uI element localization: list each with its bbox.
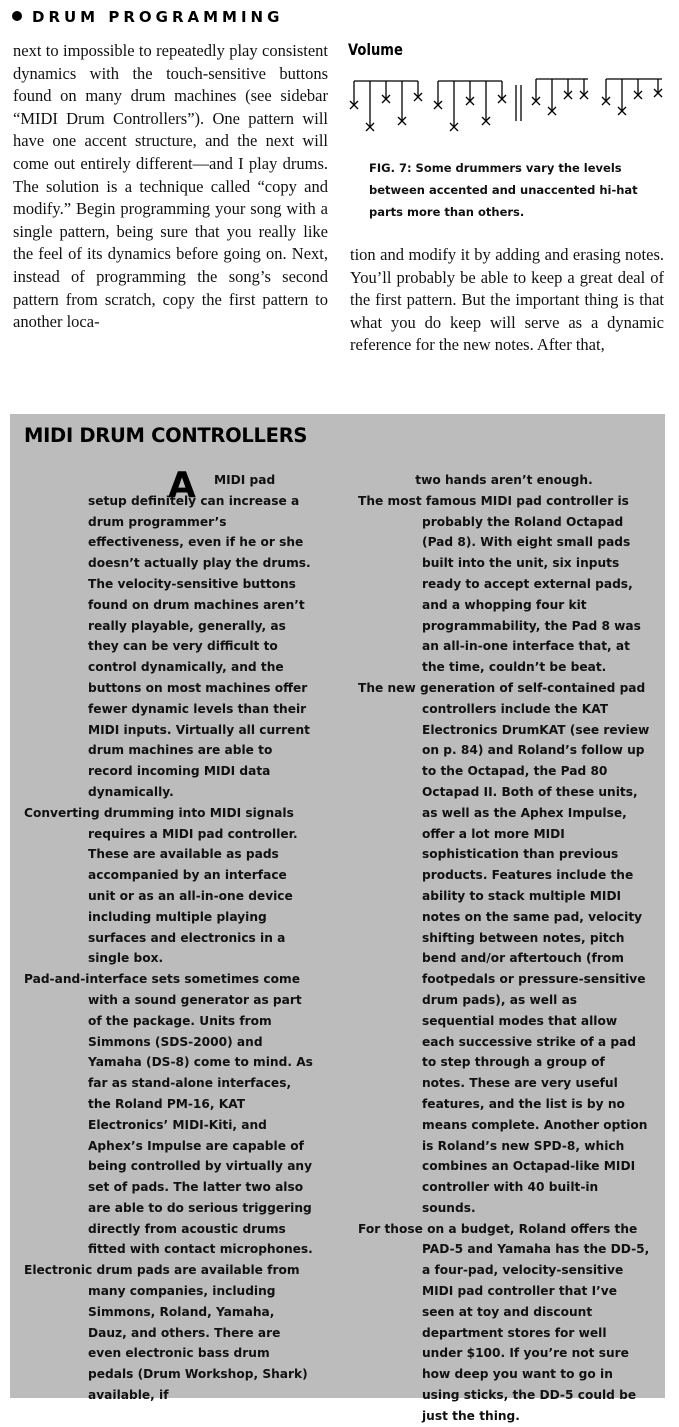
sidebar-paragraph: Pad-and-interface sets sometimes come with a sound generator as part of the package. Units from Simmons (SDS-2000) and Yamaha (DS-8) come to mind. As far as stand-alone interfaces, the Roland PM-16, KAT Electronics’ MIDI-Kiti, and Aphex’s Impulse are capable of being controlled by virtually any set of pads. The latter two also are able to do serious triggering directly from acoustic drums fitted with contact microphones. (24, 972, 313, 1257)
sidebar-paragraph: Electronic drum pads are available from many companies, including Simmons, Roland, Yamaha, Dauz, and others. There are even electronic bass drum pedals (Drum Workshop, Shark) available, if (24, 1263, 308, 1403)
figure-caption: FIG. 7: Some drummers vary the levels between accented and unaccented hi-hat parts more than others. (369, 161, 638, 219)
article-right-column (350, 244, 664, 357)
sidebar-paragraph: MIDI pad setup definitely can increase a drum programmer’s effectiveness, even if he or she doesn’t actually play the drums. The velocity-sensitive buttons found on drum machines aren’t really playable, generally, as they can be very difficult to control dynamically, and the buttons on most machines offer fewer dynamic levels than their MIDI inputs. Virtually all current drum machines are able to record incoming MIDI data dynamically. (88, 473, 311, 799)
sidebar-box (10, 414, 665, 1423)
sidebar-continuation: two hands aren’t enough. (415, 473, 593, 487)
sidebar-title: MIDI DRUM CONTROLLERS (24, 424, 308, 447)
hihat-notation-graphic (348, 71, 668, 135)
sidebar-paragraph: The new generation of self-contained pad controllers include the KAT Electronics DrumKAT (see review on p. 84) and Roland’s follow up to the Octapad, the Pad 80 Octapad II. Both of these units, as well as the Aphex Impulse, offer a lot more MIDI sophistication than previous products. Features include the ability to stack multiple MIDI notes on the same pad, velocity shifting between notes, pitch bend and/or aftertouch (from footpedals or pressure-sensitive drum pads), as well as sequential modes that allow each successive strike of a pad to step through a group of notes. These are very useful features, and the list is by no means complete. Another option is Roland’s new SPD-8, which combines an Octapad-like MIDI controller with 40 built-in sounds. (358, 680, 650, 1215)
article-text-right: tion and modify it by adding and erasing notes. You’ll probably be able to keep a great deal of the first pattern. But the important thing is that what you do keep will serve as a dynamic reference for the new notes. After that, (350, 245, 664, 355)
drop-cap: A (168, 465, 196, 506)
figure-title: Volume (348, 40, 403, 59)
sidebar-right-column (358, 470, 650, 1427)
article-text-left: next to impossible to repeatedly play consistent dynamics with the touch-sensitive buttons found on many drum machines (see sidebar “MIDI Drum Controllers”). One pattern will have one accent structure, and the next will come out entirely different—and I play drums. The solution is a technique called “copy and modify.” Begin programming your song with a single pattern, being sure that you really like the feel of its dynamics before going on. Next, instead of programming the song’s second pattern from scratch, copy the first pattern to another loca- (13, 41, 328, 332)
sidebar-paragraph: For those on a budget, Roland offers the PAD-5 and Yamaha has the DD-5, a four-pad, velocity-sensitive MIDI pad controller that I’ve seen at toy and discount department stores for well under $100. If you’re not sure how deep you want to go in using sticks, the DD-5 could be just the thing. (358, 1221, 650, 1423)
sidebar-paragraph: The most famous MIDI pad controller is probably the Roland Octapad (Pad 8). With eight small pads built into the unit, six inputs ready to accept external pads, and a whopping four kit programmability, the Pad 8 was an all-in-one interface that, at the time, couldn’t be beat. (358, 493, 641, 675)
figure-7 (348, 40, 668, 219)
sidebar-paragraph: Converting drumming into MIDI signals requires a MIDI pad controller. These are available as pads accompanied by an interface unit or as an all-in-one device including multiple playing surfaces and electronics in a single box. (24, 805, 298, 966)
section-title: DRUM PROGRAMMING (32, 8, 284, 26)
bullet-icon (12, 11, 22, 21)
article-left-column (13, 40, 328, 334)
section-header (12, 8, 283, 26)
sidebar-left-column (24, 465, 314, 1406)
